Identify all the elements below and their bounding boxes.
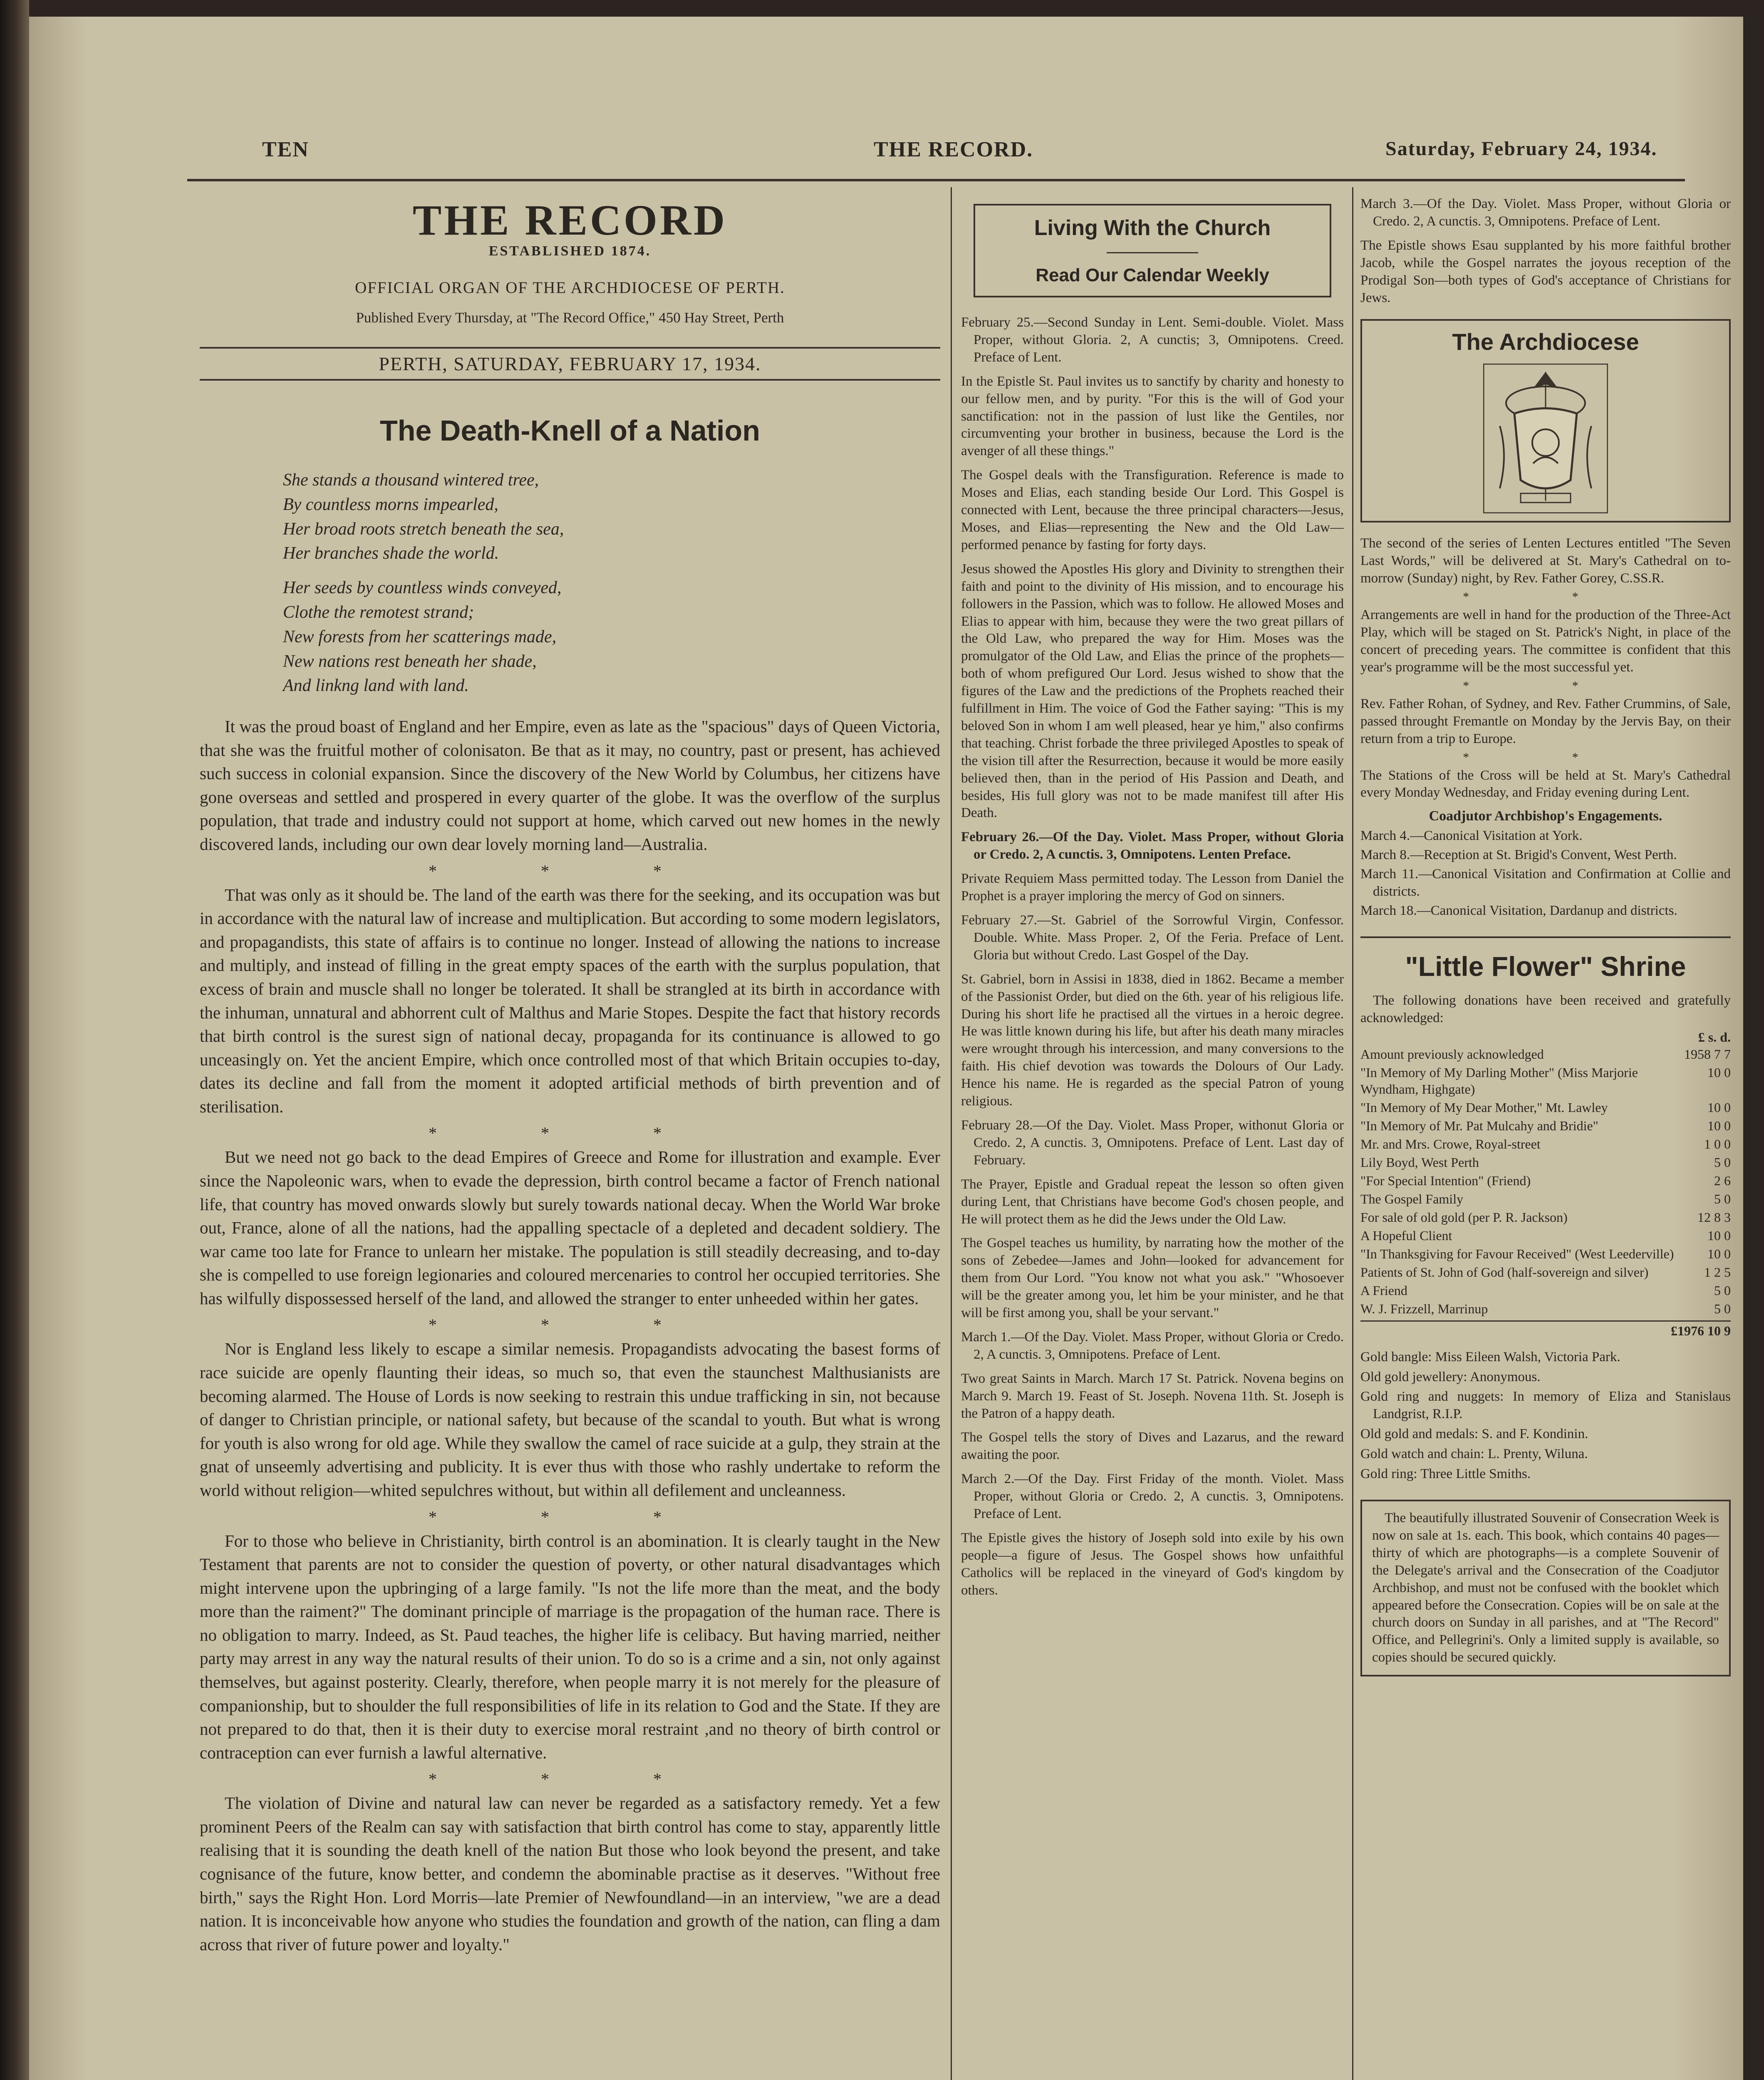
souvenir-box bbox=[1360, 1500, 1731, 1676]
donation-row bbox=[1360, 1135, 1731, 1153]
poem-line: New forests from her scatterings made, bbox=[283, 627, 557, 646]
section-break: * * bbox=[1463, 590, 1628, 604]
donation-amount: 10 0 bbox=[1707, 1065, 1731, 1080]
gift-item: Gold bangle: Miss Eileen Walsh, Victoria Park. bbox=[1360, 1349, 1620, 1364]
donation-label: Lily Boyd, West Perth bbox=[1360, 1154, 1479, 1170]
shrine-title: "Little Flower" Shrine bbox=[1405, 951, 1686, 982]
editorial-paragraph: Nor is England less likely to escape a similar nemesis. Propagandists advocating the basest forms of race suicide are openly flaunting their ideas, so much so, that even the staunchest Malthusianists are becoming alarmed. The House of Lords is now seeking to restrain this undue trafficking in sin, not because of danger to Christian principle, or national safety, but because of the scandal to youth. But what is wrong for youth is also wrong for old age. While they swallow the camel of race suicide at a gulp, they strain at the gnat of unseemly advertising and publicity. It is ever thus with those who rashly undertake to reform the world without religion—whited sepulchres without, but within all defilement and uncleanness. bbox=[200, 1339, 940, 1500]
donation-label: Mr. and Mrs. Crowe, Royal-street bbox=[1360, 1136, 1541, 1151]
page-label: TEN bbox=[262, 138, 309, 161]
donation-label: Amount previously acknowledged bbox=[1360, 1046, 1544, 1062]
archdiocese-item: The second of the series of Lenten Lectures entitled "The Seven Last Words," will be delivered at St. Mary's Cathedral on to-morrow (Sunday) night, by Rev. Father Gorey, C.SS.R. bbox=[1360, 536, 1731, 586]
donation-row bbox=[1360, 1281, 1731, 1300]
donation-row bbox=[1360, 1263, 1731, 1281]
donation-row bbox=[1360, 1245, 1731, 1263]
paper-name: THE RECORD. bbox=[874, 138, 1033, 161]
archdiocese-item: Rev. Father Rohan, of Sydney, and Rev. Father Crummins, of Sale, passed throught Fremantle on Monday by the Jervis Bay, on their return from a trip to Europe. bbox=[1360, 696, 1731, 746]
calendar-note: Two great Saints in March. March 17 St. Patrick. Novena begins on March 9. March 19. Feast of St. Joseph. Novena 11th. St. Joseph is the Patron of a happy death. bbox=[961, 1371, 1344, 1421]
calendar-title: Living With the Church bbox=[1034, 216, 1271, 240]
donation-row bbox=[1360, 1226, 1731, 1245]
newspaper-page bbox=[29, 17, 1743, 2080]
engagement-item: March 11.—Canonical Visitation and Confirmation at Collie and districts. bbox=[1360, 867, 1731, 899]
poem-line: Her seeds by countless winds conveyed, bbox=[283, 578, 562, 598]
poem-line: Clothe the remotest strand; bbox=[283, 602, 474, 622]
donation-row bbox=[1360, 1153, 1731, 1171]
gifts-list bbox=[1360, 1349, 1731, 1483]
donations-total: £1976 10 9 bbox=[1360, 1320, 1731, 1339]
donation-label: W. J. Frizzell, Marrinup bbox=[1360, 1301, 1488, 1316]
poem-line: And linkng land with land. bbox=[283, 676, 469, 696]
calendar-entry: February 28.—Of the Day. Violet. Mass Proper, withonut Gloria or Credo. 2, A cunctis. 3, Omnipotens. Preface of Lent. Last day of February. bbox=[961, 1117, 1344, 1168]
section-break: * * * bbox=[429, 861, 711, 880]
gift-item: Old gold jewellery: Anonymous. bbox=[1360, 1369, 1541, 1384]
donation-amount: 5 0 bbox=[1714, 1283, 1731, 1298]
dateline-box bbox=[200, 347, 940, 381]
calendar-entry: February 25.—Second Sunday in Lent. Semi-double. Violet. Mass Proper, without Gloria. 2, A cunctis; 3, Omnipotens. Creed. Preface of Lent. bbox=[961, 315, 1344, 365]
calendar-note: Private Requiem Mass permitted today. The Lesson from Daniel the Prophet is a prayer imploring the mercy of God on sinners. bbox=[961, 871, 1344, 904]
poem-line: New nations rest beneath her shade, bbox=[283, 651, 537, 671]
donation-label: The Gospel Family bbox=[1360, 1191, 1464, 1206]
donation-label: "In Memory of My Dear Mother," Mt. Lawley bbox=[1360, 1099, 1608, 1115]
donation-label: "For Special Intention" (Friend) bbox=[1360, 1173, 1531, 1188]
book-binding bbox=[0, 0, 29, 2080]
donation-label: "In Memory of Mr. Pat Mulcahy and Bridie" bbox=[1360, 1118, 1598, 1133]
poem-stanza bbox=[283, 576, 940, 698]
archdiocese-item: Arrangements are well in hand for the production of the Three-Act Play, which will be staged on St. Patrick's Night, in place of the concert of preceding years. The committee is confident that this year's programme will be the most successful yet. bbox=[1360, 607, 1731, 675]
poem bbox=[283, 468, 940, 698]
editorial-paragraph: For to those who believe in Christianity, birth control is an abomination. It is clearly taught in the New Testament that parents are not to consider the question of poverty, or other natural disadvantages which might intervene upon the upbringing of a large family. "Is not the life more than the meat, and the body more than the raiment?" The dominant principle of marriage is the propagation of the human race. There is no obligation to marry. Indeed, as St. Paud teaches, the higher life is celibacy. But having married, neither party may arrest in any way the natural results of their union. To do so is a crime and a sin, not only against themselves, but against posterity. Clearly, therefore, when people marry it is not merely for the pleasure of companionship, but to shoulder the full responsibilities of life in its relation to God and the State. If they are not prepared to do that, then it is their duty to exercise moral restraint ,and no theory of birth control or contraception can ever furnish a lawful alternative. bbox=[200, 1531, 940, 1762]
calendar-title-rule bbox=[1107, 252, 1198, 253]
calendar-note: In the Epistle St. Paul invites us to sanctify by charity and honesty to our fellow men, and by purity. "For this is the will of God your sanctification: not in the passion of lust like the Gentiles, nor circumventing your brother in business, because the Lord is the avenger of all these things." bbox=[961, 374, 1344, 459]
issue-date: Saturday, February 24, 1934. bbox=[1385, 138, 1657, 160]
donation-row bbox=[1360, 1190, 1731, 1208]
engagements-title: Coadjutor Archbishop's Engagements. bbox=[1429, 808, 1662, 824]
column-divider bbox=[1352, 187, 1353, 2080]
archdiocese-title: The Archdiocese bbox=[1452, 329, 1639, 355]
right-column bbox=[1360, 196, 1731, 2080]
editorial-paragraph: But we need not go back to the dead Empires of Greece and Rome for illustration and example. Ever since the Napoleonic wars, when to evade the depression, birth control became a factor of French national life, that country has moved onwards slowly but surely towards national decay. When the World War broke out, France, alone of all the nations, had the appalling spectacle of a depleted and decadent soldiery. The war came too late for France to unlearn her mistake. The population is still steadily decreasing, and to-day she is compelled to use foreign legionaries and coloured mercenaries to control her occupied territories. She has wilfully dispossessed herself of the land, and allowed the stranger to enter unheeded within her gates. bbox=[200, 1147, 940, 1308]
calendar-entry: February 26.—Of the Day. Violet. Mass Proper, without Gloria or Credo. 2, A cunctis. 3, Omnipotens. Lenten Preface. bbox=[961, 830, 1344, 862]
poem-line: Her broad roots stretch beneath the sea, bbox=[283, 519, 564, 539]
calendar-entry: March 2.—Of the Day. First Friday of the month. Violet. Mass Proper, without Gloria or Credo. 2, A cunctis. 3, Omnipotens. Preface of Lent. bbox=[961, 1471, 1344, 1522]
calendar-subtitle: Read Our Calendar Weekly bbox=[1036, 265, 1269, 285]
header-rule bbox=[187, 179, 1685, 181]
donation-amount: 10 0 bbox=[1707, 1118, 1731, 1133]
donation-label: Patients of St. John of God (half-sovereign and silver) bbox=[1360, 1264, 1649, 1280]
donation-amount: 10 0 bbox=[1707, 1228, 1731, 1243]
donation-row bbox=[1360, 1208, 1731, 1226]
calendar-note: The Epistle gives the history of Joseph sold into exile by his own people—a figure of Jesus. The Gospel shows how unfaithful Catholics will be replaced in the vineyard of God's kingdom by others. bbox=[961, 1530, 1344, 1598]
donation-amount: 12 8 3 bbox=[1697, 1209, 1731, 1225]
donation-label: "In Memory of My Darling Mother" (Miss Marjorie Wyndham, Highgate) bbox=[1360, 1065, 1638, 1097]
donation-label: "In Thanksgiving for Favour Received" (West Leederville) bbox=[1360, 1246, 1674, 1261]
section-break: * * * bbox=[429, 1507, 711, 1526]
section-break: * * * bbox=[429, 1315, 711, 1335]
editorial-title: The Death-Knell of a Nation bbox=[380, 414, 760, 447]
gift-item: Old gold and medals: S. and F. Kondinin. bbox=[1360, 1426, 1588, 1442]
donation-label: For sale of old gold (per P. R. Jackson) bbox=[1360, 1209, 1568, 1225]
souvenir-notice: The beautifully illustrated Souvenir of Consecration Week is now on sale at 1s. each. This book, which contains 40 pages—thirty of which are photographs—is a complete Souvenir of the Delegate's arrival and the Consecration of the Coadjutor Archbishop, and must not be confused with the booklet which appeared before the Consecration. Copies will be on sale at the church doors on Sunday in all parishes, and at "The Record" Office, and Pellegrini's. Only a limited supply is available, so copies should be secured quickly. bbox=[1372, 1510, 1719, 1665]
calendar-note: The Gospel teaches us humility, by narrating how the mother of the sons of Zebedee—James and John—looked for advancement for them from Our Lord. "You know not what you ask." "Whosoever will be the greater among you, let him be your minister, and he that will be first among you, shall be your servant." bbox=[961, 1236, 1344, 1321]
editorial-paragraph: That was only as it should be. The land of the earth was there for the seeking, and its occupation was but in accordance with the natural law of increase and multiplication. But according to some modern legislators, and propagandists, this state of affairs is to continue no longer. Instead of allowing the nations to increase and multiply, and instead of filling in the great empty spaces of the earth with the surplus population, that excess of brain and muscle shall no longer be tolerated. It shall be strangled at its birth in accordance with the inhuman, unnatural and abhorrent cult of Malthus and Marie Stopes. Despite the fact that history records that birth control is the surest sign of national decay, propaganda for its continuance is allowed to go unceasingly on. Yet the ancient Empire, which once controlled most of that which Britain occupies to-day, dates its decline and fall from the moment it adopted artificial methods of birth prevention and of sterilisation. bbox=[200, 885, 940, 1116]
donation-amount: 2 6 bbox=[1714, 1173, 1731, 1188]
poem-line: By countless morns impearled, bbox=[283, 495, 498, 514]
column-divider bbox=[951, 187, 952, 2080]
currency-header: £ s. d. bbox=[1698, 1029, 1731, 1045]
donation-row bbox=[1360, 1063, 1731, 1098]
masthead-organ: OFFICIAL ORGAN OF THE ARCHDIOCESE OF PERTH. bbox=[355, 279, 785, 297]
engagement-item: March 8.—Reception at St. Brigid's Convent, West Perth. bbox=[1360, 847, 1677, 863]
calendar-note: Jesus showed the Apostles His glory and Divinity to strengthen their faith and point to the divinity of His mission, and to encourage his followers in the Passion, which was to follow. He allowed Moses and Elias to appear with him, because they were the two great pillars of the Old Law, who prepared the way for Him. Moses was the promulgator of the Old Law, and Elias the prince of the prophets—both of whom prefigured Our Lord. Jesus wished to show that the figures of the Law and the predictions of the Prophets reached their fulfillment in Him. The voice of God the Father saying: "This is my beloved Son in whom I am well pleased, hear ye him," also confirms that teaching. Christ forbade the three privileged Apostles to speak of the vision till after the Resurrection, because it would be more easily believed then, than in the period of His Passion and Death, and besides, His full glory was not to be made manifest till after His Death. bbox=[961, 561, 1344, 821]
donation-row bbox=[1360, 1117, 1731, 1135]
calendar-title-box bbox=[974, 204, 1331, 297]
editorial-column bbox=[200, 196, 940, 2080]
donations-table bbox=[1360, 1045, 1731, 1318]
donation-amount: 1 2 5 bbox=[1704, 1264, 1731, 1280]
calendar-entry: March 1.—Of the Day. Violet. Mass Proper, without Gloria or Credo. 2, A cunctis. 3, Omnipotens. Preface of Lent. bbox=[961, 1329, 1344, 1362]
donation-amount: 10 0 bbox=[1707, 1246, 1731, 1261]
engagement-item: March 4.—Canonical Visitation at York. bbox=[1360, 828, 1583, 844]
calendar-column bbox=[961, 196, 1344, 2080]
editorial-paragraph: It was the proud boast of England and her Empire, even as late as the "spacious" days of Queen Victoria, that she was the fruitful mother of colonisaton. Be that as it may, no country, past or present, has achieved such success in colonial expansion. Since the discovery of the New World by Columbus, her citizens have gone overseas and settled and prospered in every quarter of the globe. It was the overflow of the surplus population, that trade and industry could not support at home, which carved out new homes in the newly discovered lands, including our own dear lovely morning land—Australia. bbox=[200, 717, 940, 854]
calendar-note: The Prayer, Epistle and Gradual repeat the lesson so often given during Lent, that Christians have become God's chosen people, and He will protect them as he did the Jews under the Old Law. bbox=[961, 1176, 1344, 1227]
coat-of-arms-icon bbox=[1483, 364, 1608, 513]
calendar-entry: March 3.—Of the Day. Violet. Mass Proper, without Gloria or Credo. 2, A cunctis. 3, Omnipotens. Preface of Lent. bbox=[1360, 196, 1731, 229]
donation-row bbox=[1360, 1300, 1731, 1318]
donation-amount: 1958 7 7 bbox=[1684, 1046, 1731, 1062]
poem-line: She stands a thousand wintered tree, bbox=[283, 470, 539, 490]
calendar-note: The Gospel tells the story of Dives and Lazarus, and the reward awaiting the poor. bbox=[961, 1430, 1344, 1463]
shrine-intro: The following donations have been received and gratefully acknowledged: bbox=[1360, 993, 1731, 1025]
archdiocese-item: The Stations of the Cross will be held at St. Mary's Cathedral every Monday Wednesday, and Friday evening during Lent. bbox=[1360, 768, 1731, 800]
masthead-title: THE RECORD bbox=[412, 196, 728, 244]
donation-label: A Friend bbox=[1360, 1283, 1407, 1298]
donation-amount: 5 0 bbox=[1714, 1191, 1731, 1206]
engagement-item: March 18.—Canonical Visitation, Dardanup and districts. bbox=[1360, 903, 1677, 918]
editorial-paragraph: The violation of Divine and natural law can never be regarded as a satisfactory remedy. Yet a few prominent Peers of the Realm can say with satisfaction that birth control has come to stay, apparently little realising that it is sounding the death knell of the nation But those who look beyond the present, and take cognisance of the future, know better, and condemn the abominable practise as it deserves. "Without free birth," says the Right Hon. Lord Morris—late Premier of Newfoundland—in an interview, "we are a dead nation. It is inconceivable how anyone who studies the foundation and growth of the nation, can fling a dam across that river of future power and loyalty." bbox=[200, 1793, 940, 1954]
donation-row bbox=[1360, 1171, 1731, 1190]
masthead-established: ESTABLISHED 1874. bbox=[488, 243, 652, 259]
section-break: * * * bbox=[429, 1124, 711, 1143]
donation-amount: 5 0 bbox=[1714, 1154, 1731, 1170]
calendar-entry: February 27.—St. Gabriel of the Sorrowful Virgin, Confessor. Double. White. Mass Proper. 2, Of the Feria. Preface of Lent. Gloria but without Credo. Last Gospel of the Day. bbox=[961, 913, 1344, 963]
section-break: * * * bbox=[429, 1770, 711, 1789]
poem-stanza bbox=[283, 468, 940, 566]
archdiocese-box bbox=[1360, 319, 1731, 522]
calendar-note: St. Gabriel, born in Assisi in 1838, died in 1862. Became a member of the Passionist Order, but died on the 6th. year of his religious life. During his short life he practised all the virtues in a heroic degree. He was little known during his life, but after his death many miracles were wrought through his intercession, and many conversions to the faith. His chief devotion was towards the Dolours of Our Lady. Hence his name. He is regarded as the special Patron of young religious. bbox=[961, 971, 1344, 1109]
donation-label: A Hopeful Client bbox=[1360, 1228, 1452, 1243]
calendar-note: The Gospel deals with the Transfiguration. Reference is made to Moses and Elias, each standing beside Our Lord. This Gospel is connected with Lent, because the three principal characters—Jesus, Moses, and Elias—representing the New and the Old Law—performed penance by fasting for forty days. bbox=[961, 468, 1344, 552]
donation-amount: 10 0 bbox=[1707, 1099, 1731, 1115]
section-break: * * bbox=[1463, 678, 1628, 693]
donation-amount: 5 0 bbox=[1714, 1301, 1731, 1316]
calendar-note: The Epistle shows Esau supplanted by his more faithful brother Jacob, while the Gospel narrates the joyous reception of the Prodigal Son—both types of God's acceptance of Christians for Jews. bbox=[1360, 238, 1731, 305]
gift-item: Gold ring and nuggets: In memory of Eliza and Stanislaus Landgrist, R.I.P. bbox=[1360, 1389, 1731, 1422]
masthead-published: Published Every Thursday, at "The Record Office," 450 Hay Street, Perth bbox=[356, 310, 784, 326]
donation-row bbox=[1360, 1045, 1731, 1063]
gift-item: Gold ring: Three Little Smiths. bbox=[1360, 1466, 1531, 1482]
donation-amount: 1 0 0 bbox=[1704, 1136, 1731, 1151]
donation-row bbox=[1360, 1098, 1731, 1117]
section-rule bbox=[1360, 936, 1731, 938]
gift-item: Gold watch and chain: L. Prenty, Wiluna. bbox=[1360, 1446, 1588, 1462]
poem-line: Her branches shade the world. bbox=[283, 544, 499, 563]
dateline: PERTH, SATURDAY, FEBRUARY 17, 1934. bbox=[379, 353, 761, 374]
section-break: * * bbox=[1463, 750, 1628, 764]
